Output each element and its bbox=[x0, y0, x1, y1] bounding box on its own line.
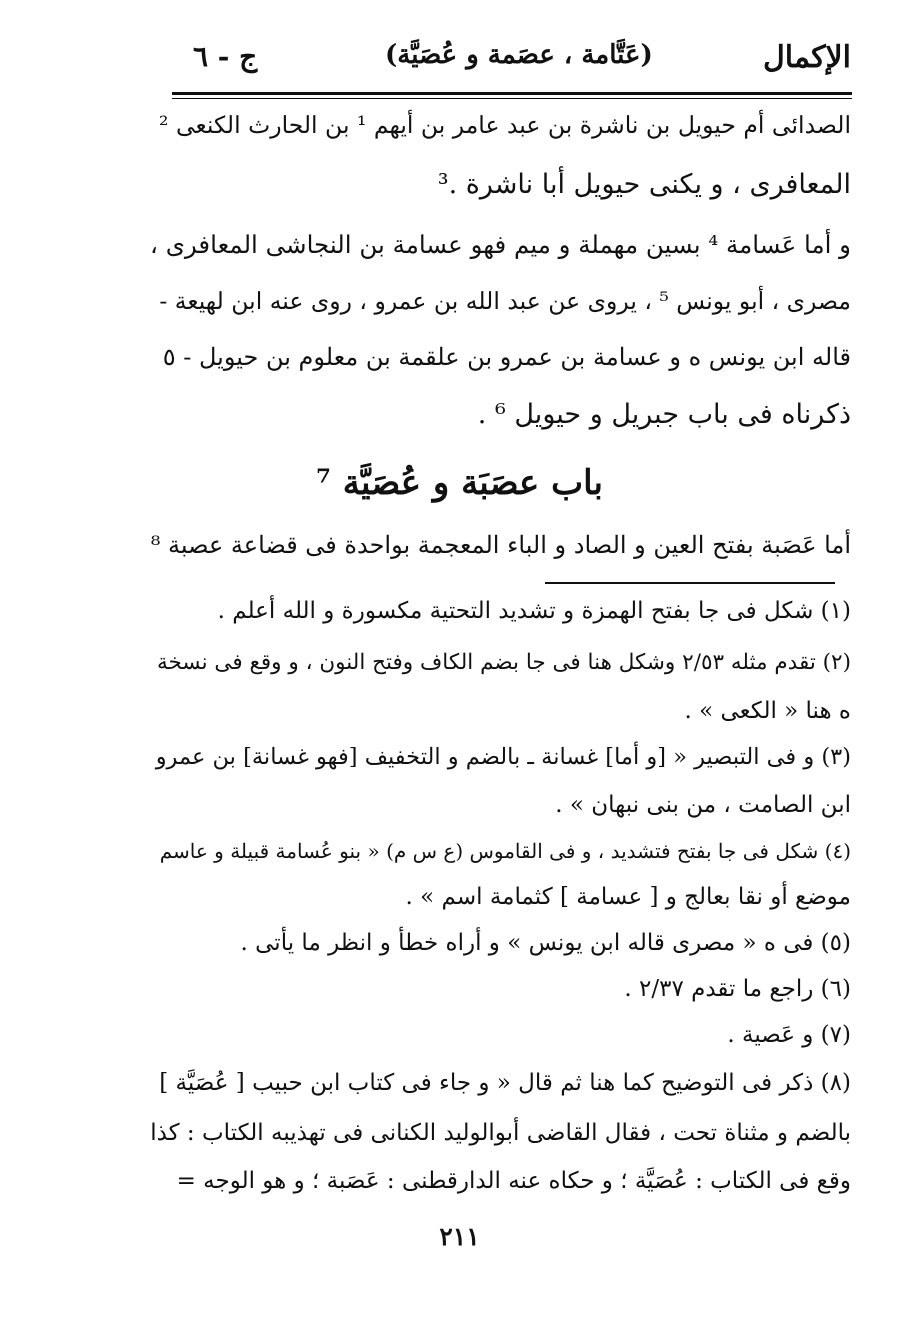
footnote-line: (٣) و فى التبصير « [و أما] غسانة ـ بالضم و التخفيف [فهو غسانة] بن عمرو bbox=[155, 744, 851, 770]
footnote-line: وقع فى الكتاب : عُصَيَّة ؛ و حكاه عنه الدارقطنى : عَصَبة ؛ و هو الوجه = bbox=[176, 1168, 851, 1194]
body-line: الصدائى أم حيويل بن ناشرة بن عبد عامر بن أيهم ¹ بن الحارث الكنعى ² bbox=[159, 111, 851, 139]
footnote-line: ه هنا « الكعى » . bbox=[684, 698, 851, 724]
running-head-entries: (عَتَّامة ، عصَمة و عُصَيَّة) bbox=[385, 40, 653, 70]
header-rule-thick bbox=[172, 92, 852, 95]
body-line: و أما عَسامة ⁴ بسين مهملة و ميم فهو عسامة بن النجاشى المعافرى ، bbox=[150, 230, 851, 259]
footnote-line: (٦) راجع ما تقدم ٢/٣٧ . bbox=[624, 976, 851, 1002]
footnote-line: موضع أو نقا بعالج و [ عسامة ] كثمامة اسم » . bbox=[405, 884, 851, 910]
footnote-line: بالضم و مثناة تحت ، فقال القاضى أبوالوليد الكنانى فى تهذيبه الكتاب : كذا bbox=[150, 1120, 851, 1146]
footnote-line: (٢) تقدم مثله ٢/٥٣ وشكل هنا فى جا بضم الكاف وفتح النون ، و وقع فى نسخة bbox=[157, 650, 851, 675]
page-number: ٢١١ bbox=[439, 1222, 480, 1251]
body-line: ذكرناه فى باب جبريل و حيويل ⁶ . bbox=[477, 399, 851, 430]
section-title: باب عصَبَة و عُصَيَّة ⁷ bbox=[315, 463, 604, 503]
header-rule-thin bbox=[172, 98, 852, 99]
body-line: المعافرى ، و يكنى حيويل أبا ناشرة .³ bbox=[437, 169, 851, 200]
footnote-line: ابن الصامت ، من بنى نبهان » . bbox=[555, 792, 851, 818]
footnote-line: (١) شكل فى جا بفتح الهمزة و تشديد التحتية مكسورة و الله أعلم . bbox=[217, 598, 851, 624]
footnote-line: (٥) فى ه « مصرى قاله ابن يونس » و أراه خطأ و انظر ما يأتى . bbox=[240, 930, 851, 956]
book-title: الإكمال bbox=[762, 40, 851, 75]
footnote-line: (٨) ذكر فى التوضيح كما هنا ثم قال « و جاء فى كتاب ابن حبيب [ عُصَيَّة ] bbox=[159, 1070, 851, 1096]
volume-marker: ج - ٦ bbox=[193, 40, 258, 73]
footnote-separator bbox=[545, 582, 835, 584]
body-line: مصرى ، أبو يونس ⁵ ، يروى عن عبد الله بن عمرو ، روى عنه ابن لهيعة - bbox=[159, 287, 851, 315]
section-first-line: أما عَصَبة بفتح العين و الصاد و الباء المعجمة بواحدة فى قضاعة عصبة ⁸ bbox=[150, 531, 851, 559]
footnote-line: (٤) شكل فى جا بفتح فتشديد ، و فى القاموس (ع س م) « بنو عُسامة قبيلة و عاسم bbox=[159, 839, 851, 863]
body-line: قاله ابن يونس ه و عسامة بن عمرو بن علقمة بن معلوم بن حيويل - ٥ bbox=[162, 343, 851, 371]
footnote-line: (٧) و عَصية . bbox=[727, 1022, 851, 1048]
